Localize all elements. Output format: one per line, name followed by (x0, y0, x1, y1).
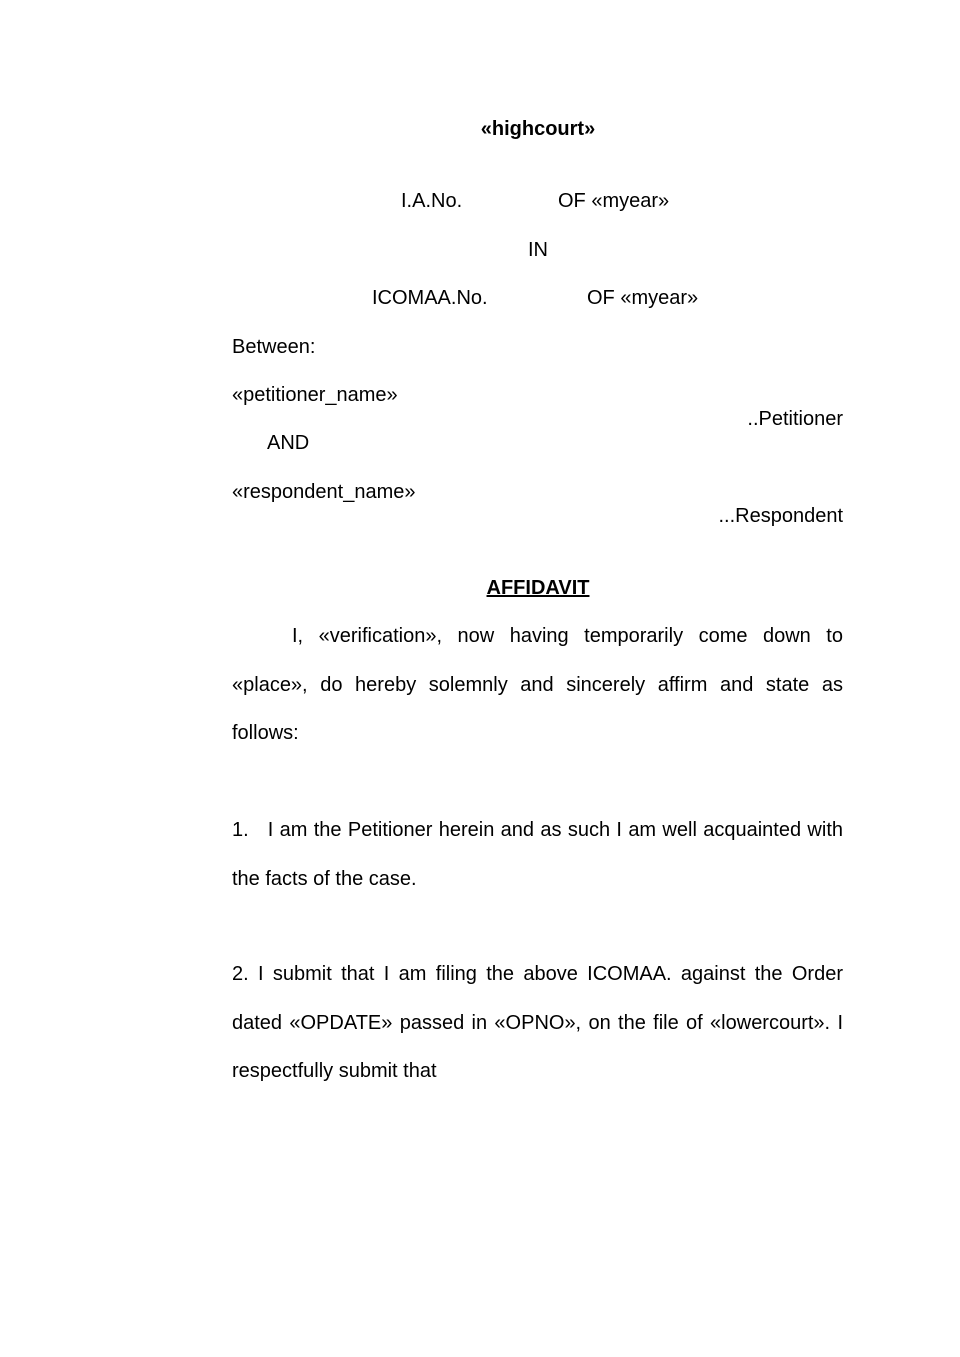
between-label: Between: (232, 336, 316, 358)
court-title: «highcourt» (480, 118, 596, 140)
respondent-role: ...Respondent (718, 505, 843, 527)
case-number-label: ICOMAA.No. (372, 287, 488, 309)
paragraph-2: 2. I submit that I am filing the above ICOMAA. against the Order dated «OPDATE» passed in «OPNO», on the file of «lowercourt». I respectfully submit that (232, 963, 843, 1082)
intro-text: I, «verification», now having temporarily come down to «place», do hereby solemnly and sincerely affirm and state as follows: (232, 625, 843, 744)
case-year: OF «myear» (587, 287, 699, 309)
paragraph-1-text: I am the Petitioner herein and as such I am well acquainted with the facts of the case. (232, 819, 844, 890)
ia-year: OF «myear» (558, 190, 670, 212)
petitioner-role: ..Petitioner (747, 408, 843, 430)
in-label: IN (528, 239, 548, 261)
paragraph-1 (232, 806, 843, 903)
paragraph-1-number: 1. (232, 819, 249, 841)
petitioner-name: «petitioner_name» (232, 384, 398, 406)
respondent-name: «respondent_name» (232, 481, 416, 503)
ia-number-label: I.A.No. (401, 190, 463, 212)
intro-paragraph (232, 612, 843, 758)
affidavit-title: AFFIDAVIT (486, 577, 590, 599)
and-label: AND (267, 432, 310, 454)
